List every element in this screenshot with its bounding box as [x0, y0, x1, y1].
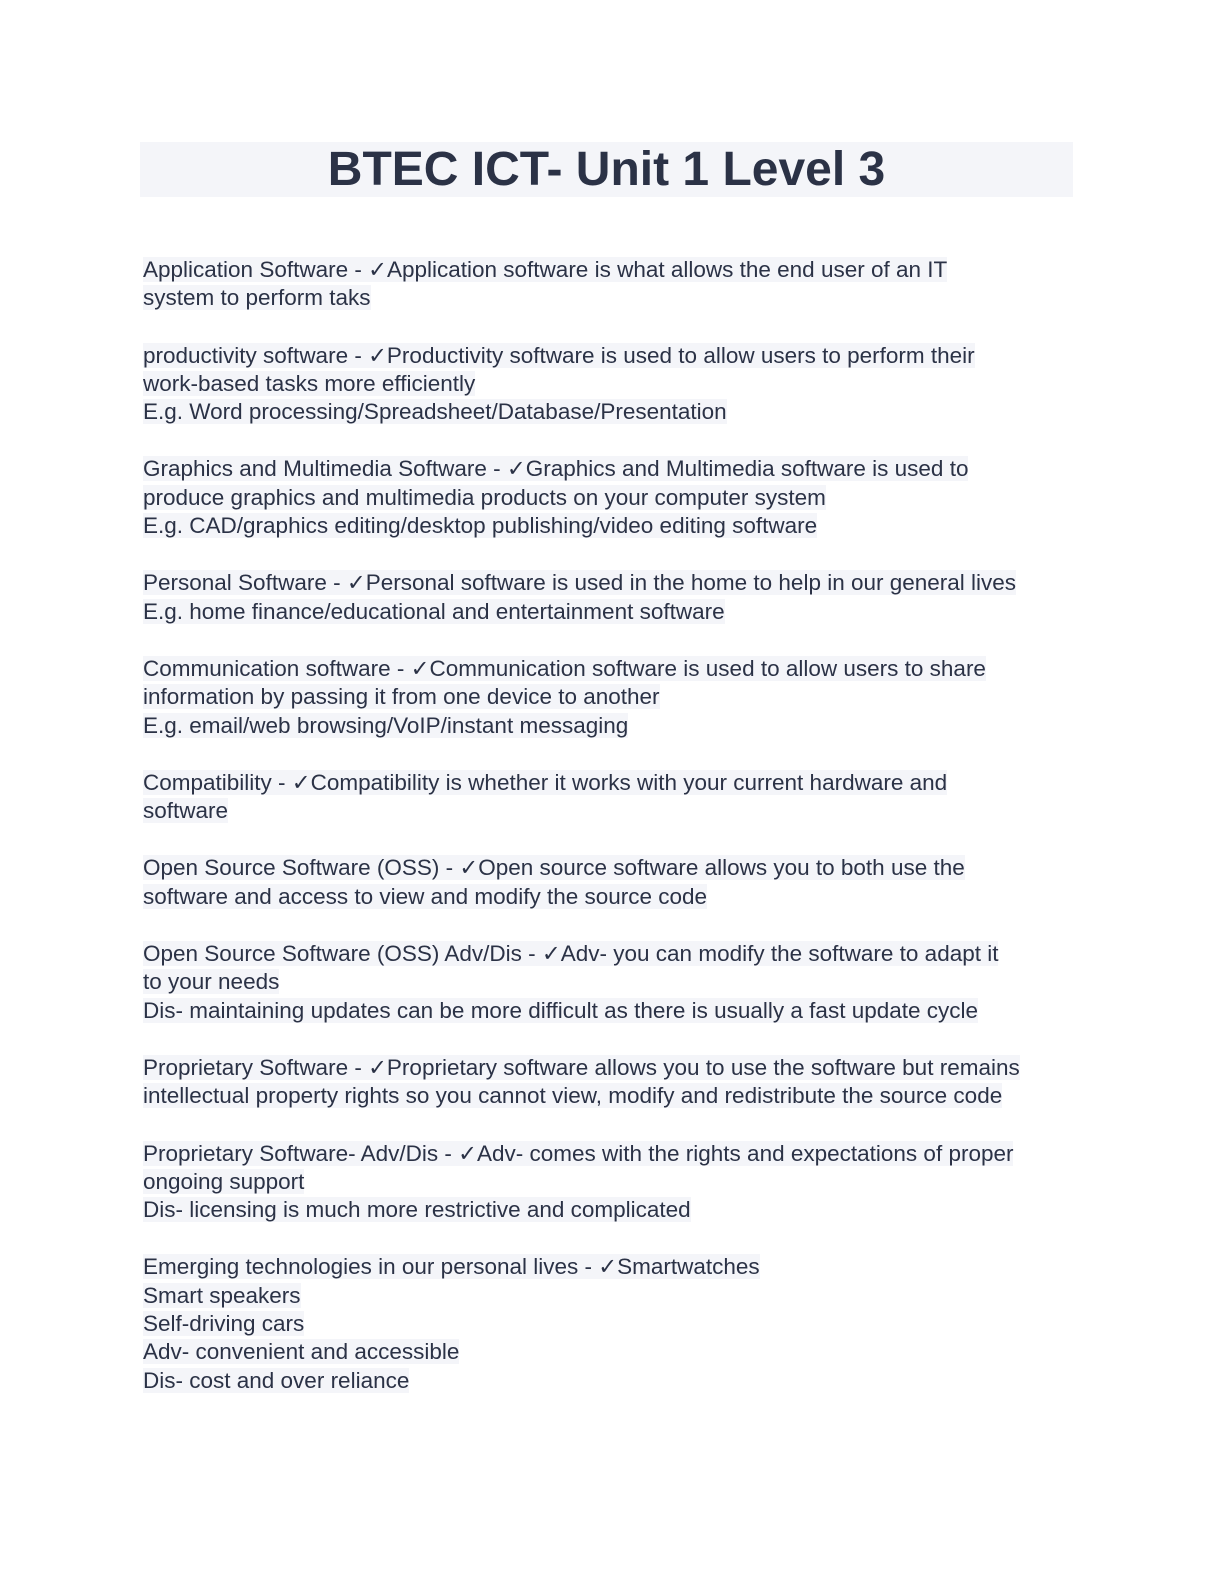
entry-line: productivity software - ✓Productivity software is used to allow users to perform their	[143, 342, 975, 368]
entry-line: Communication software - ✓Communication software is used to allow users to share	[143, 655, 986, 681]
flashcard-entry	[143, 569, 1078, 626]
entry-line: Personal Software - ✓Personal software is used in the home to help in our general lives	[143, 570, 1017, 596]
entry-line: Dis- licensing is much more restrictive and complicated	[143, 1197, 691, 1223]
flashcard-entry	[143, 1140, 1078, 1225]
entry-line: software	[143, 798, 229, 824]
entry-line: Dis- cost and over reliance	[143, 1367, 410, 1393]
entry-line: software and access to view and modify the source code	[143, 883, 708, 909]
flashcard-entry	[143, 940, 1078, 1025]
entry-line: ongoing support	[143, 1168, 305, 1194]
flashcard-entry	[143, 256, 1078, 313]
flashcard-entry	[143, 455, 1078, 540]
flashcard-entry	[143, 342, 1078, 427]
entry-line: Smart speakers	[143, 1282, 301, 1308]
entry-line: Proprietary Software - ✓Proprietary software allows you to use the software but remains	[143, 1054, 1020, 1080]
flashcard-entry	[143, 854, 1078, 911]
entry-line: Proprietary Software- Adv/Dis - ✓Adv- comes with the rights and expectations of proper	[143, 1140, 1014, 1166]
page-title: BTEC ICT- Unit 1 Level 3	[327, 143, 886, 196]
entry-line: Open Source Software (OSS) Adv/Dis - ✓Adv- you can modify the software to adapt it	[143, 941, 999, 967]
entry-line: Self-driving cars	[143, 1311, 305, 1337]
entry-line: Application Software - ✓Application software is what allows the end user of an IT	[143, 257, 948, 282]
entry-line: work-based tasks more efficiently	[143, 370, 476, 396]
entry-line: Compatibility - ✓Compatibility is whether it works with your current hardware and	[143, 769, 948, 795]
entry-line: system to perform taks	[143, 285, 371, 311]
entry-line: produce graphics and multimedia products on your computer system	[143, 484, 826, 510]
flashcard-entry	[143, 769, 1078, 826]
entry-line: E.g. email/web browsing/VoIP/instant messaging	[143, 712, 629, 738]
entry-line: Adv- convenient and accessible	[143, 1339, 460, 1365]
entry-line: E.g. home finance/educational and entertainment software	[143, 598, 725, 624]
flashcard-list	[143, 256, 1078, 1424]
title-banner	[140, 142, 1073, 197]
entry-line: E.g. Word processing/Spreadsheet/Database/Presentation	[143, 399, 727, 425]
entry-line: E.g. CAD/graphics editing/desktop publishing/video editing software	[143, 513, 818, 539]
entry-line: Open Source Software (OSS) - ✓Open source software allows you to both use the	[143, 855, 965, 881]
entry-line: Graphics and Multimedia Software - ✓Graphics and Multimedia software is used to	[143, 456, 969, 482]
flashcard-entry	[143, 1253, 1078, 1394]
entry-line: intellectual property rights so you cannot view, modify and redistribute the source code	[143, 1083, 1003, 1109]
entry-line: Emerging technologies in our personal lives - ✓Smartwatches	[143, 1254, 760, 1280]
flashcard-entry	[143, 655, 1078, 740]
entry-line: to your needs	[143, 969, 280, 995]
entry-line: Dis- maintaining updates can be more difficult as there is usually a fast update cycle	[143, 997, 979, 1023]
entry-line: information by passing it from one device to another	[143, 684, 660, 710]
flashcard-entry	[143, 1054, 1078, 1111]
